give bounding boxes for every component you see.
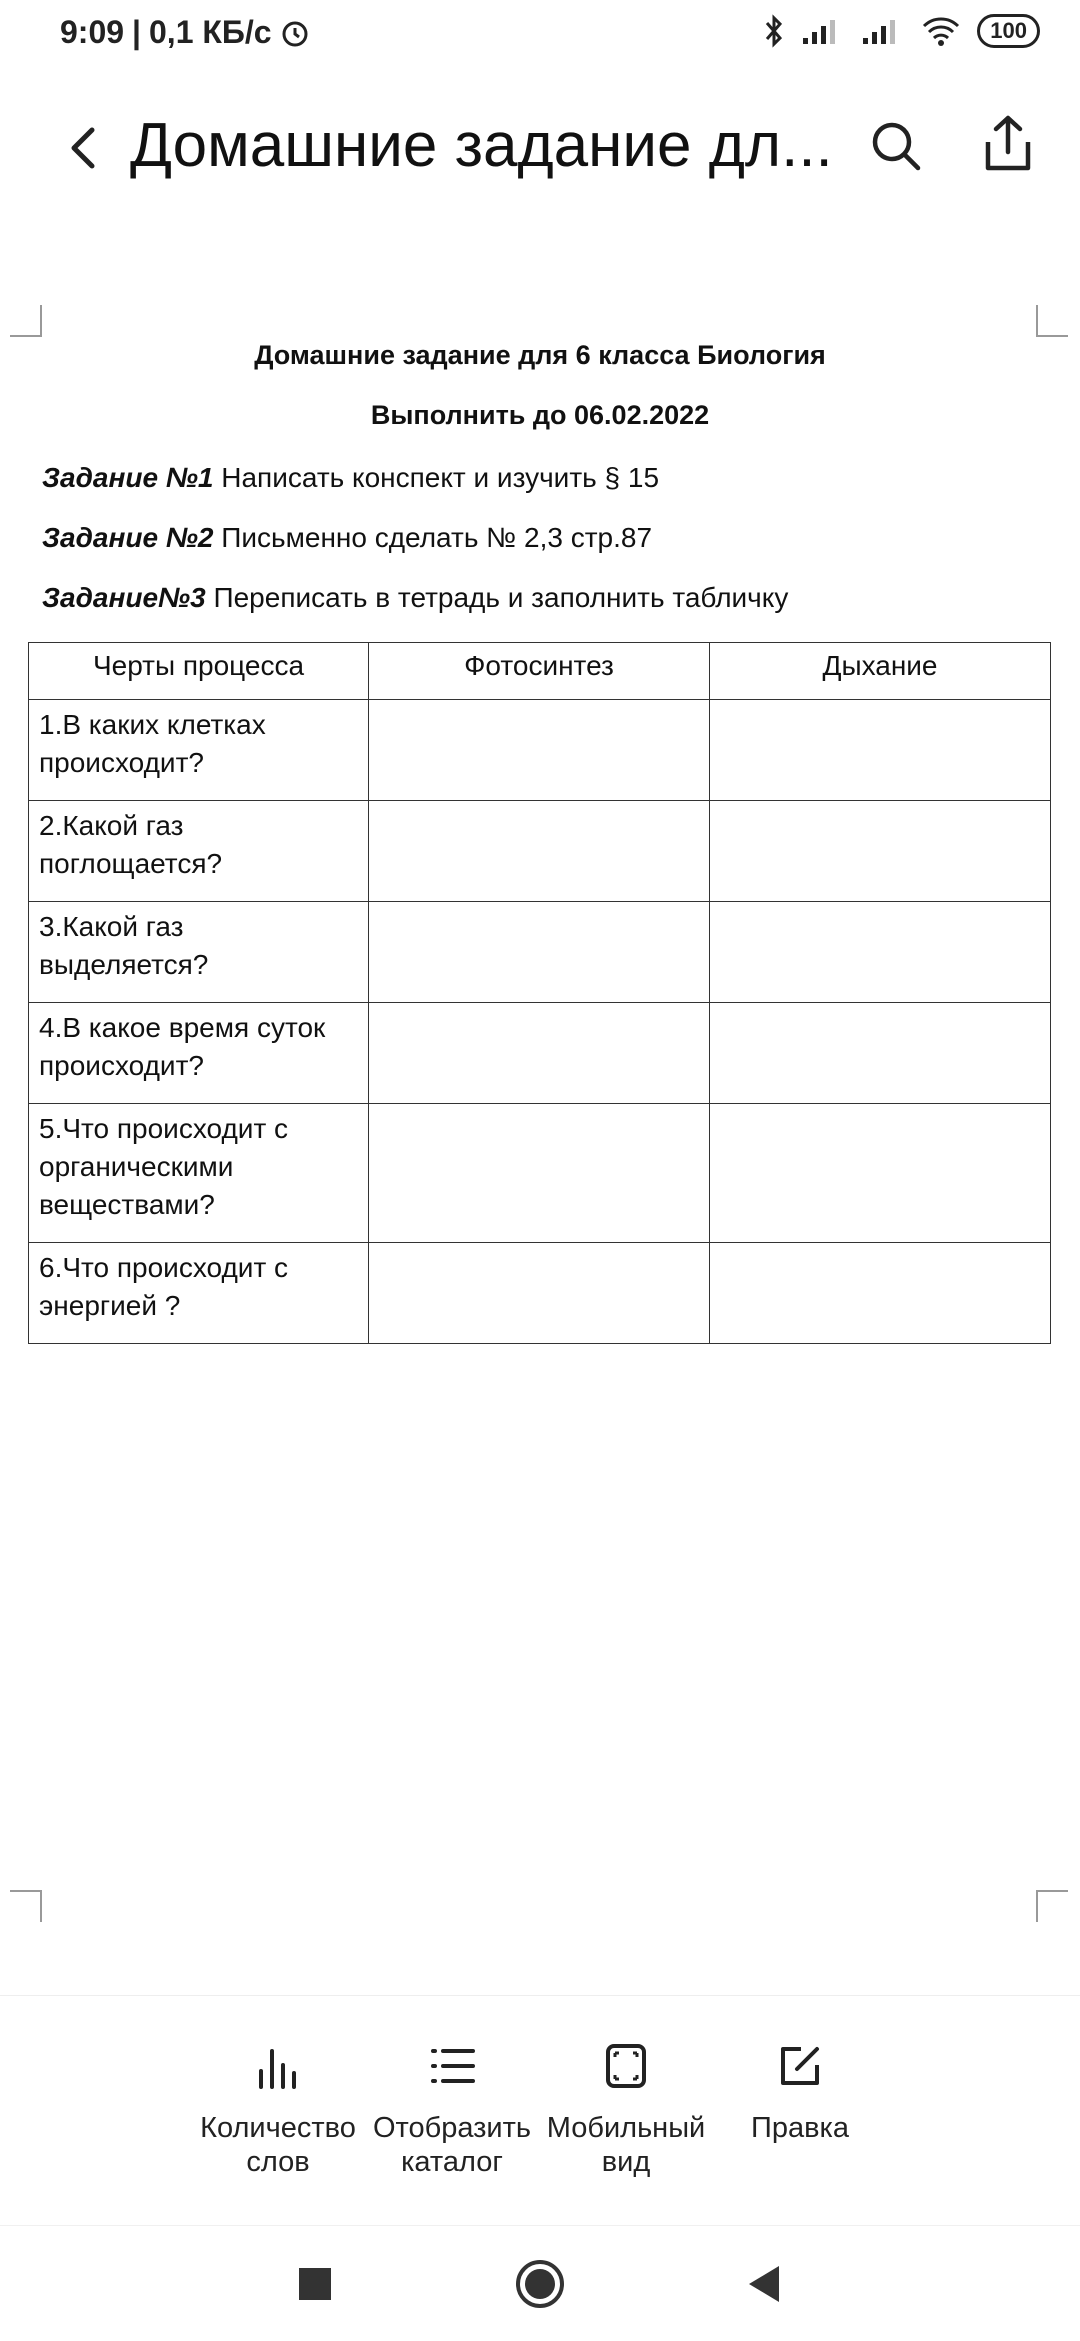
share-icon[interactable] bbox=[978, 112, 1038, 176]
alarm-icon bbox=[280, 18, 310, 48]
table-header-cell: Фотосинтез bbox=[369, 643, 710, 700]
page-corner bbox=[1036, 305, 1068, 337]
task-label: Задание №2 bbox=[42, 522, 214, 553]
status-network-speed: 0,1 КБ/с bbox=[149, 14, 272, 50]
task-text: Письменно сделать № 2,3 стр.87 bbox=[213, 522, 653, 553]
bluetooth-icon bbox=[763, 14, 785, 48]
table-row bbox=[29, 1243, 1051, 1344]
table-row bbox=[29, 700, 1051, 801]
table-cell-question: 1.В каких клетках происходит? bbox=[29, 700, 369, 801]
table-header-row bbox=[29, 643, 1051, 700]
table-row bbox=[29, 1003, 1051, 1104]
chevron-left-icon[interactable] bbox=[56, 118, 116, 178]
task-text: Написать конспект и изучить § 15 bbox=[213, 462, 660, 493]
signal-icon bbox=[861, 16, 905, 46]
table-cell-empty bbox=[369, 902, 710, 1003]
table-cell-question: 3.Какой газ выделяется? bbox=[29, 902, 369, 1003]
back-triangle-icon[interactable] bbox=[735, 2254, 795, 2314]
table-cell-empty bbox=[369, 801, 710, 902]
process-table bbox=[28, 642, 1051, 1344]
system-nav-bar bbox=[0, 2225, 1080, 2341]
word-count-label: Количество слов bbox=[200, 2112, 356, 2178]
task-2 bbox=[42, 522, 652, 554]
mobile-view-button[interactable] bbox=[536, 2041, 716, 2179]
word-count-button[interactable] bbox=[188, 2041, 368, 2179]
table-row bbox=[29, 902, 1051, 1003]
table-cell-empty bbox=[369, 1104, 710, 1243]
search-icon[interactable] bbox=[866, 116, 926, 176]
table-cell-empty bbox=[369, 1243, 710, 1344]
task-label: Задание №1 bbox=[42, 462, 214, 493]
task-3 bbox=[42, 582, 788, 614]
frame-icon bbox=[601, 2041, 651, 2091]
table-row bbox=[29, 801, 1051, 902]
table-header-cell: Дыхание bbox=[710, 643, 1051, 700]
table-cell-question: 2.Какой газ поглощается? bbox=[29, 801, 369, 902]
home-icon[interactable] bbox=[510, 2254, 570, 2314]
table-cell-question: 6.Что происходит с энергией ? bbox=[29, 1243, 369, 1344]
table-cell-empty bbox=[710, 1003, 1051, 1104]
signal-icon bbox=[801, 16, 845, 46]
table-cell-empty bbox=[710, 700, 1051, 801]
table-cell-empty bbox=[710, 1243, 1051, 1344]
edit-label: Правка bbox=[751, 2112, 849, 2144]
app-bar bbox=[0, 100, 1080, 200]
document-deadline: Выполнить до 06.02.2022 bbox=[370, 400, 710, 430]
table-cell-question: 4.В какое время суток происходит? bbox=[29, 1003, 369, 1104]
bottom-toolbar bbox=[0, 1995, 1080, 2226]
table-cell-empty bbox=[369, 700, 710, 801]
battery-indicator: 100 bbox=[977, 14, 1040, 48]
page-corner bbox=[1036, 1890, 1068, 1922]
page-corner bbox=[10, 305, 42, 337]
task-text: Переписать в тетрадь и заполнить табличку bbox=[205, 582, 789, 613]
document-title: Домашние задание для 6 класса Биология bbox=[254, 340, 826, 370]
list-icon bbox=[427, 2041, 477, 2091]
status-bar: 9:09 | 0,1 КБ/с 100 bbox=[0, 0, 1080, 72]
table-cell-empty bbox=[369, 1003, 710, 1104]
table-cell-empty bbox=[710, 902, 1051, 1003]
show-catalog-label: Отобразить каталог bbox=[372, 2112, 532, 2178]
page-title: Домашние задание дл... bbox=[130, 111, 833, 180]
page-corner bbox=[10, 1890, 42, 1922]
wifi-icon bbox=[921, 15, 961, 47]
task-1 bbox=[42, 462, 659, 494]
status-time: 9:09 bbox=[60, 14, 125, 50]
table-row bbox=[29, 1104, 1051, 1243]
table-cell-empty bbox=[710, 1104, 1051, 1243]
table-cell-empty bbox=[710, 801, 1051, 902]
table-header-cell: Черты процесса bbox=[29, 643, 369, 700]
mobile-view-label: Мобильный вид bbox=[546, 2112, 706, 2178]
edit-icon bbox=[775, 2041, 825, 2091]
task-label: Задание№3 bbox=[42, 582, 206, 613]
recent-apps-icon[interactable] bbox=[285, 2254, 345, 2314]
table-cell-question: 5.Что происходит с органическими веществами? bbox=[29, 1104, 369, 1243]
bar-chart-icon bbox=[253, 2041, 303, 2091]
edit-button[interactable] bbox=[710, 2041, 890, 2145]
show-catalog-button[interactable] bbox=[362, 2041, 542, 2179]
